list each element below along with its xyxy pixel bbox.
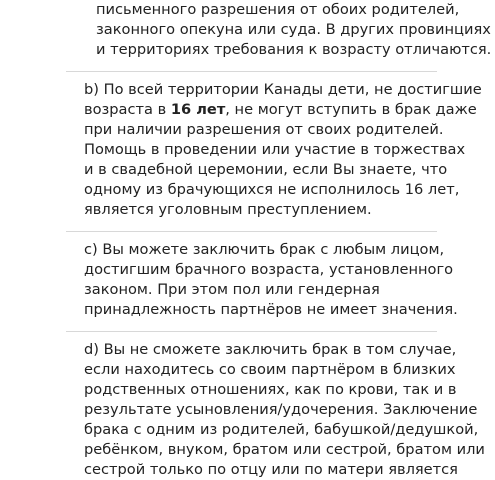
emphasized-age: 16 лет xyxy=(170,101,226,118)
section-divider xyxy=(66,71,437,72)
paragraph-line: одному из брачующихся не исполнилось 16 лет, xyxy=(84,181,460,198)
paragraph-line: сестрой только по отцу или по матери является xyxy=(84,461,458,478)
paragraph-line: ребёнком, внуком, братом или сестрой, братом или xyxy=(84,441,485,458)
paragraph-line: если находитесь со своим партнёром в близких xyxy=(84,361,456,378)
paragraph-line: и в свадебной церемонии, если Вы знаете, что xyxy=(84,161,448,178)
paragraph-line: принадлежность партнёров не имеет значения. xyxy=(84,301,458,318)
section-divider xyxy=(66,231,437,232)
paragraph-line: Помощь в проведении или участие в торжествах xyxy=(84,141,466,158)
paragraph-line: письменного разрешения от обоих родителей, xyxy=(96,1,460,18)
paragraph-line: брака с одним из родителей, бабушкой/дедушкой, xyxy=(84,421,479,438)
paragraph-line: при наличии разрешения от своих родителей. xyxy=(84,121,444,138)
paragraph-line-with-emphasis xyxy=(84,100,477,120)
paragraph-line: достигшим брачного возраста, установленного xyxy=(84,261,454,278)
paragraph-line: законного опекуна или суда. В других провинциях xyxy=(96,21,491,38)
paragraph-line: и территориях требования к возрасту отличаются. xyxy=(96,41,492,58)
paragraph-line: является уголовным преступлением. xyxy=(84,201,372,218)
text-run: , не могут вступить в брак даже xyxy=(225,101,477,118)
paragraph-line: c) Вы можете заключить брак с любым лицом, xyxy=(84,241,445,258)
paragraph-line: законом. При этом пол или гендерная xyxy=(84,281,380,298)
paragraph-line: b) По всей территории Канады дети, не достигшие xyxy=(84,81,482,98)
paragraph-line: результате усыновления/удочерения. Заключение xyxy=(84,401,478,418)
text-run: возраста в xyxy=(84,101,171,118)
paragraph-line: d) Вы не сможете заключить брак в том случае, xyxy=(84,341,457,358)
paragraph-line: родственных отношениях, как по крови, так и в xyxy=(84,381,457,398)
section-divider xyxy=(66,331,437,332)
